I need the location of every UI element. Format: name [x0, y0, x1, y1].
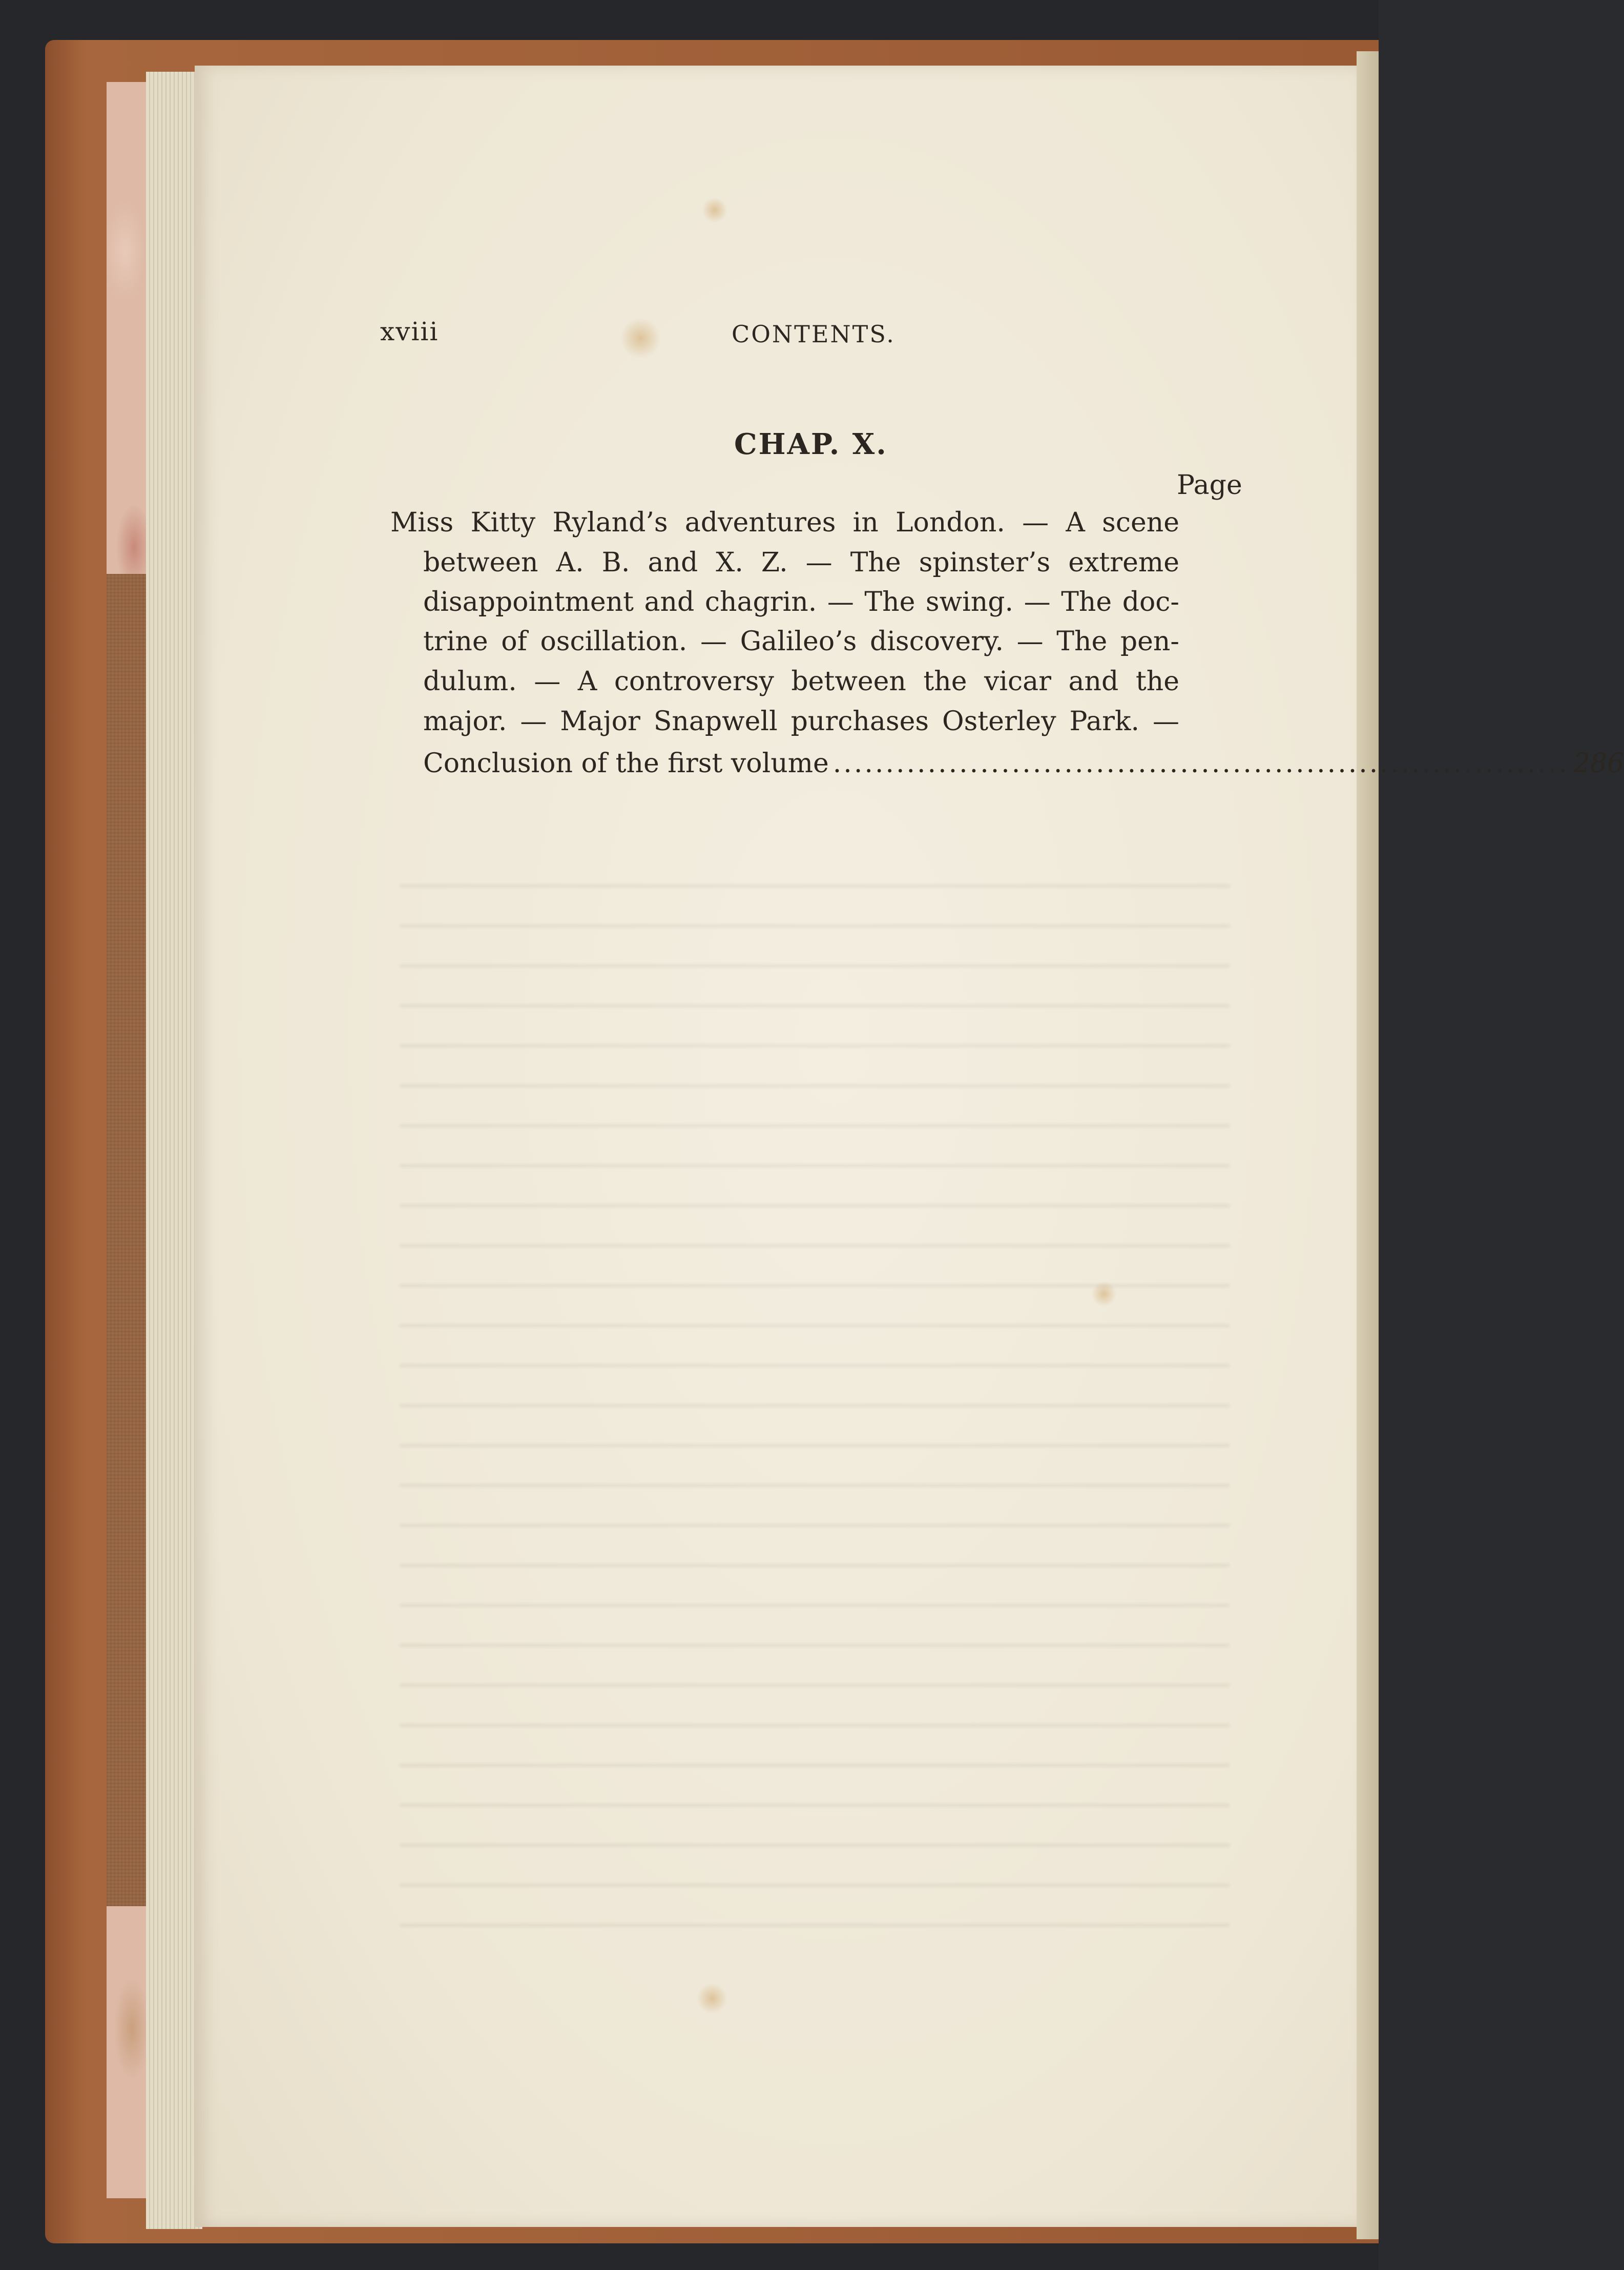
foxing-spot	[620, 318, 661, 359]
right-page-edge	[1357, 51, 1379, 2239]
contents-entry-line: between A. B. and X. Z. — The spinster’s extreme	[423, 547, 1179, 578]
contents-entry-line: major. — Major Snapwell purchases Osterley Park. —	[423, 706, 1179, 737]
contents-entry-line: Miss Kitty Ryland’s adventures in London. — A scene	[390, 507, 1179, 538]
chapter-title: CHAP. X.	[734, 427, 888, 461]
dot-leader: ......................................................................	[832, 748, 1569, 779]
page-number: xviii	[380, 317, 439, 346]
contents-entry-line: dulum. — A controversy between the vicar and the	[423, 666, 1179, 697]
contents-entry-line: disappointment and chagrin. — The swing. — The doc-	[423, 587, 1179, 617]
page-reference: 286	[1573, 748, 1624, 779]
page-column-label: Page	[1177, 470, 1242, 501]
running-title: CONTENTS.	[732, 320, 896, 348]
contents-entry-line: trine of oscillation. — Galileo’s discovery. — The pen-	[423, 626, 1179, 657]
last-line-text: Conclusion of the first volume	[423, 748, 829, 779]
contents-entry-last-line	[423, 748, 1624, 779]
page-edges	[146, 72, 202, 2229]
show-through-text	[400, 851, 1230, 1927]
foxing-spot	[697, 1983, 727, 2014]
foxing-spot	[702, 197, 727, 223]
